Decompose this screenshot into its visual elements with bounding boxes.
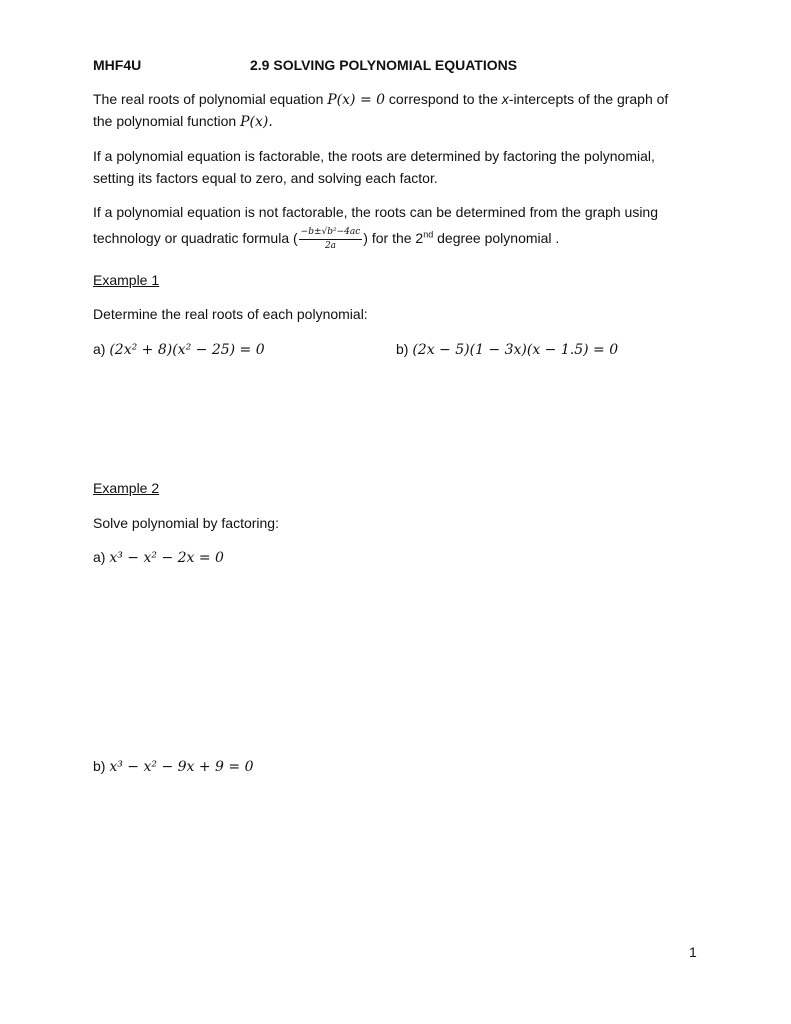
example-1-part-a <box>93 341 265 358</box>
part-label: a) <box>93 341 110 357</box>
intro-text: the polynomial function <box>93 113 241 129</box>
quadratic-formula <box>299 227 363 252</box>
example-2-part-a <box>93 549 224 566</box>
intro-paragraph-1-line-2 <box>93 113 273 130</box>
intro-paragraph-1-line-1 <box>93 91 668 108</box>
example-1-instruction: Determine the real roots of each polynomial: <box>93 306 368 322</box>
intro-text: -intercepts of the graph of <box>508 91 669 107</box>
intro-text: ) for the 2 <box>363 230 424 247</box>
example-2-heading: Example 2 <box>93 480 160 496</box>
example-1-heading: Example 1 <box>93 272 160 288</box>
formula-denominator: 2a <box>324 241 337 251</box>
part-label: b) <box>93 758 110 774</box>
equation: x³ − x² − 2x = 0 <box>109 550 224 566</box>
formula-numerator: −b±√b²−4ac <box>299 227 363 240</box>
intro-text: The real roots of polynomial equation <box>93 91 328 107</box>
example-2-part-b <box>93 758 254 775</box>
intro-paragraph-3-line-1: If a polynomial equation is not factorable, the roots can be determined from the graph using <box>93 204 659 220</box>
part-label: b) <box>396 341 413 357</box>
example-2-instruction: Solve polynomial by factoring: <box>93 515 279 531</box>
equation: x³ − x² − 9x + 9 = 0 <box>109 759 254 775</box>
variable-x: x <box>501 91 509 107</box>
ordinal-superscript: nd <box>423 229 434 240</box>
intro-text: degree polynomial . <box>433 230 560 247</box>
example-1-part-b <box>396 341 618 358</box>
page-title: 2.9 SOLVING POLYNOMIAL EQUATIONS <box>250 57 518 73</box>
intro-paragraph-2-line-1: If a polynomial equation is factorable, the roots are determined by factoring the polynomial, <box>93 148 655 164</box>
intro-paragraph-2-line-2: setting its factors equal to zero, and solving each factor. <box>93 170 438 186</box>
intro-text: correspond to the <box>385 91 502 107</box>
page-number: 1 <box>689 944 697 960</box>
intro-text: technology or quadratic formula ( <box>93 230 298 247</box>
equation: (2x² + 8)(x² − 25) = 0 <box>109 342 265 358</box>
equation-px: P(x) = 0 <box>327 92 386 108</box>
function-px: P(x). <box>240 114 273 130</box>
part-label: a) <box>93 549 110 565</box>
equation: (2x − 5)(1 − 3x)(x − 1.5) = 0 <box>412 342 619 358</box>
course-code: MHF4U <box>93 57 142 73</box>
intro-paragraph-3-line-2 <box>93 227 559 252</box>
